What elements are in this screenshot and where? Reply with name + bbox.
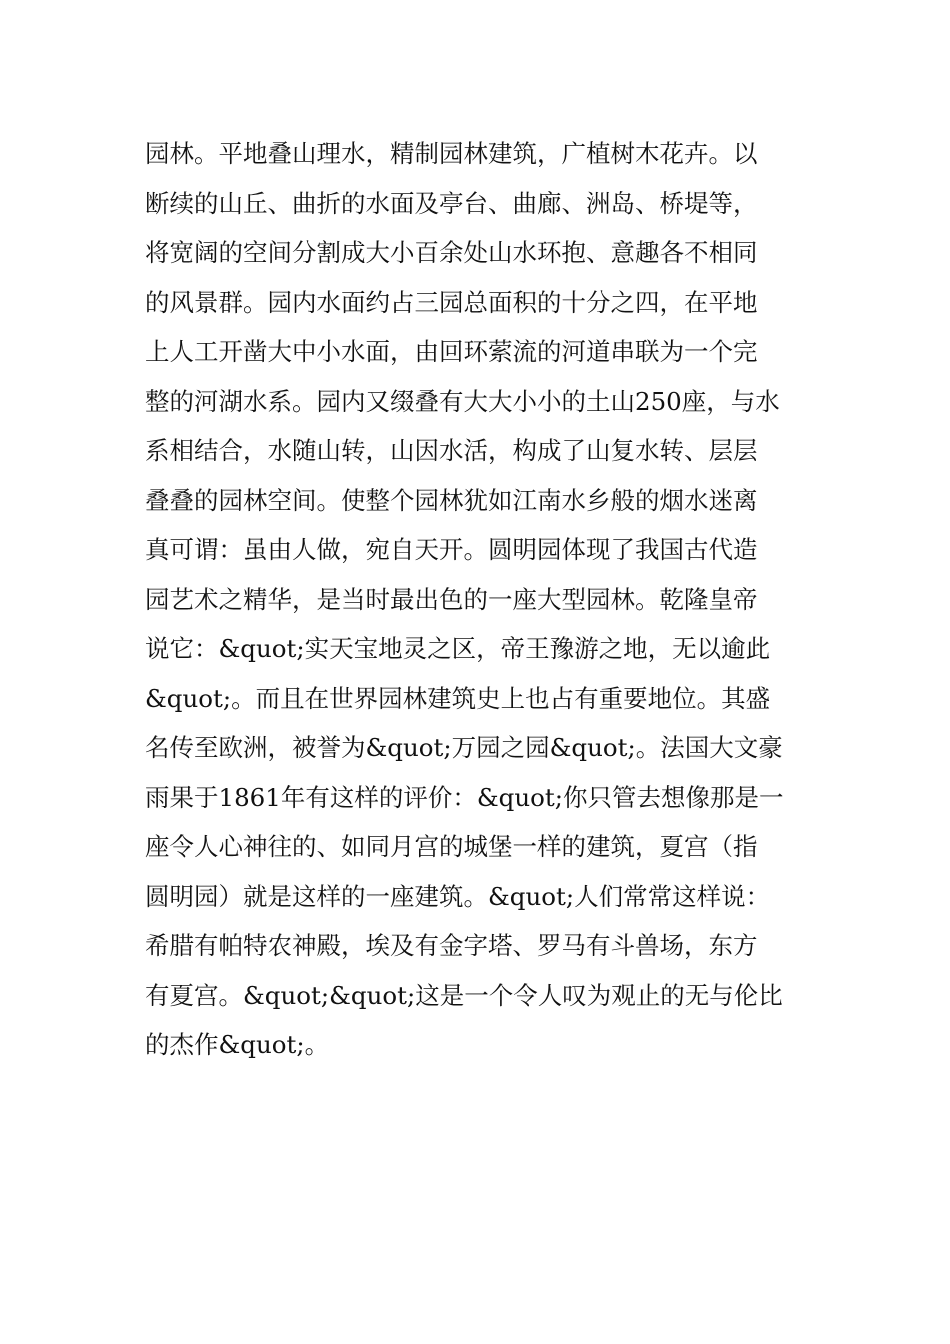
text-line: 园艺术之精华，是当时最出色的一座大型园林。乾隆皇帝 (145, 584, 758, 614)
text-line: 整的河湖水系。园内又缀叠有大大小小的土山250座，与水 (145, 386, 780, 416)
text-line: 圆明园）就是这样的一座建筑。&quot;人们常常这样说： (145, 881, 771, 911)
text-line: 断续的山丘、曲折的水面及亭台、曲廊、洲岛、桥堤等， (145, 188, 758, 218)
text-line: 雨果于1861年有这样的评价：&quot;你只管去想像那是一 (145, 782, 784, 812)
text-line: 座令人心神往的、如同月宫的城堡一样的建筑，夏宫（指 (145, 832, 758, 861)
text-line: 的杰作&quot;。 (145, 1030, 330, 1059)
text-line: 希腊有帕特农神殿，埃及有金字塔、罗马有斗兽场，东方 (145, 931, 758, 960)
text-line: 的风景群。园内水面约占三园总面积的十分之四，在平地 (145, 287, 758, 317)
text-line: 叠叠的园林空间。使整个园林犹如江南水乡般的烟水迷离 (145, 485, 758, 515)
text-line: 上人工开凿大中小水面，由回环萦流的河道串联为一个完 (145, 337, 758, 366)
text-line: 名传至欧洲，被誉为&quot;万园之园&quot;。法国大文豪 (145, 733, 783, 762)
text-line: 有夏宫。&quot;&quot;这是一个令人叹为观止的无与伦比 (145, 980, 783, 1010)
text-line: 真可谓：虽由人做，宛自天开。圆明园体现了我国古代造 (145, 535, 758, 564)
text-line: &quot;。而且在世界园林建筑史上也占有重要地位。其盛 (145, 683, 771, 713)
body-text (145, 129, 815, 1070)
text-line: 系相结合，水随山转，山因水活，构成了山复水转、层层 (145, 436, 758, 465)
text-line: 园林。平地叠山理水，精制园林建筑，广植树木花卉。以 (145, 139, 758, 168)
text-line: 将宽阔的空间分割成大小百余处山水环抱、意趣各不相同 (145, 238, 758, 267)
text-line: 说它：&quot;实天宝地灵之区，帝王豫游之地，无以逾此 (145, 634, 771, 663)
